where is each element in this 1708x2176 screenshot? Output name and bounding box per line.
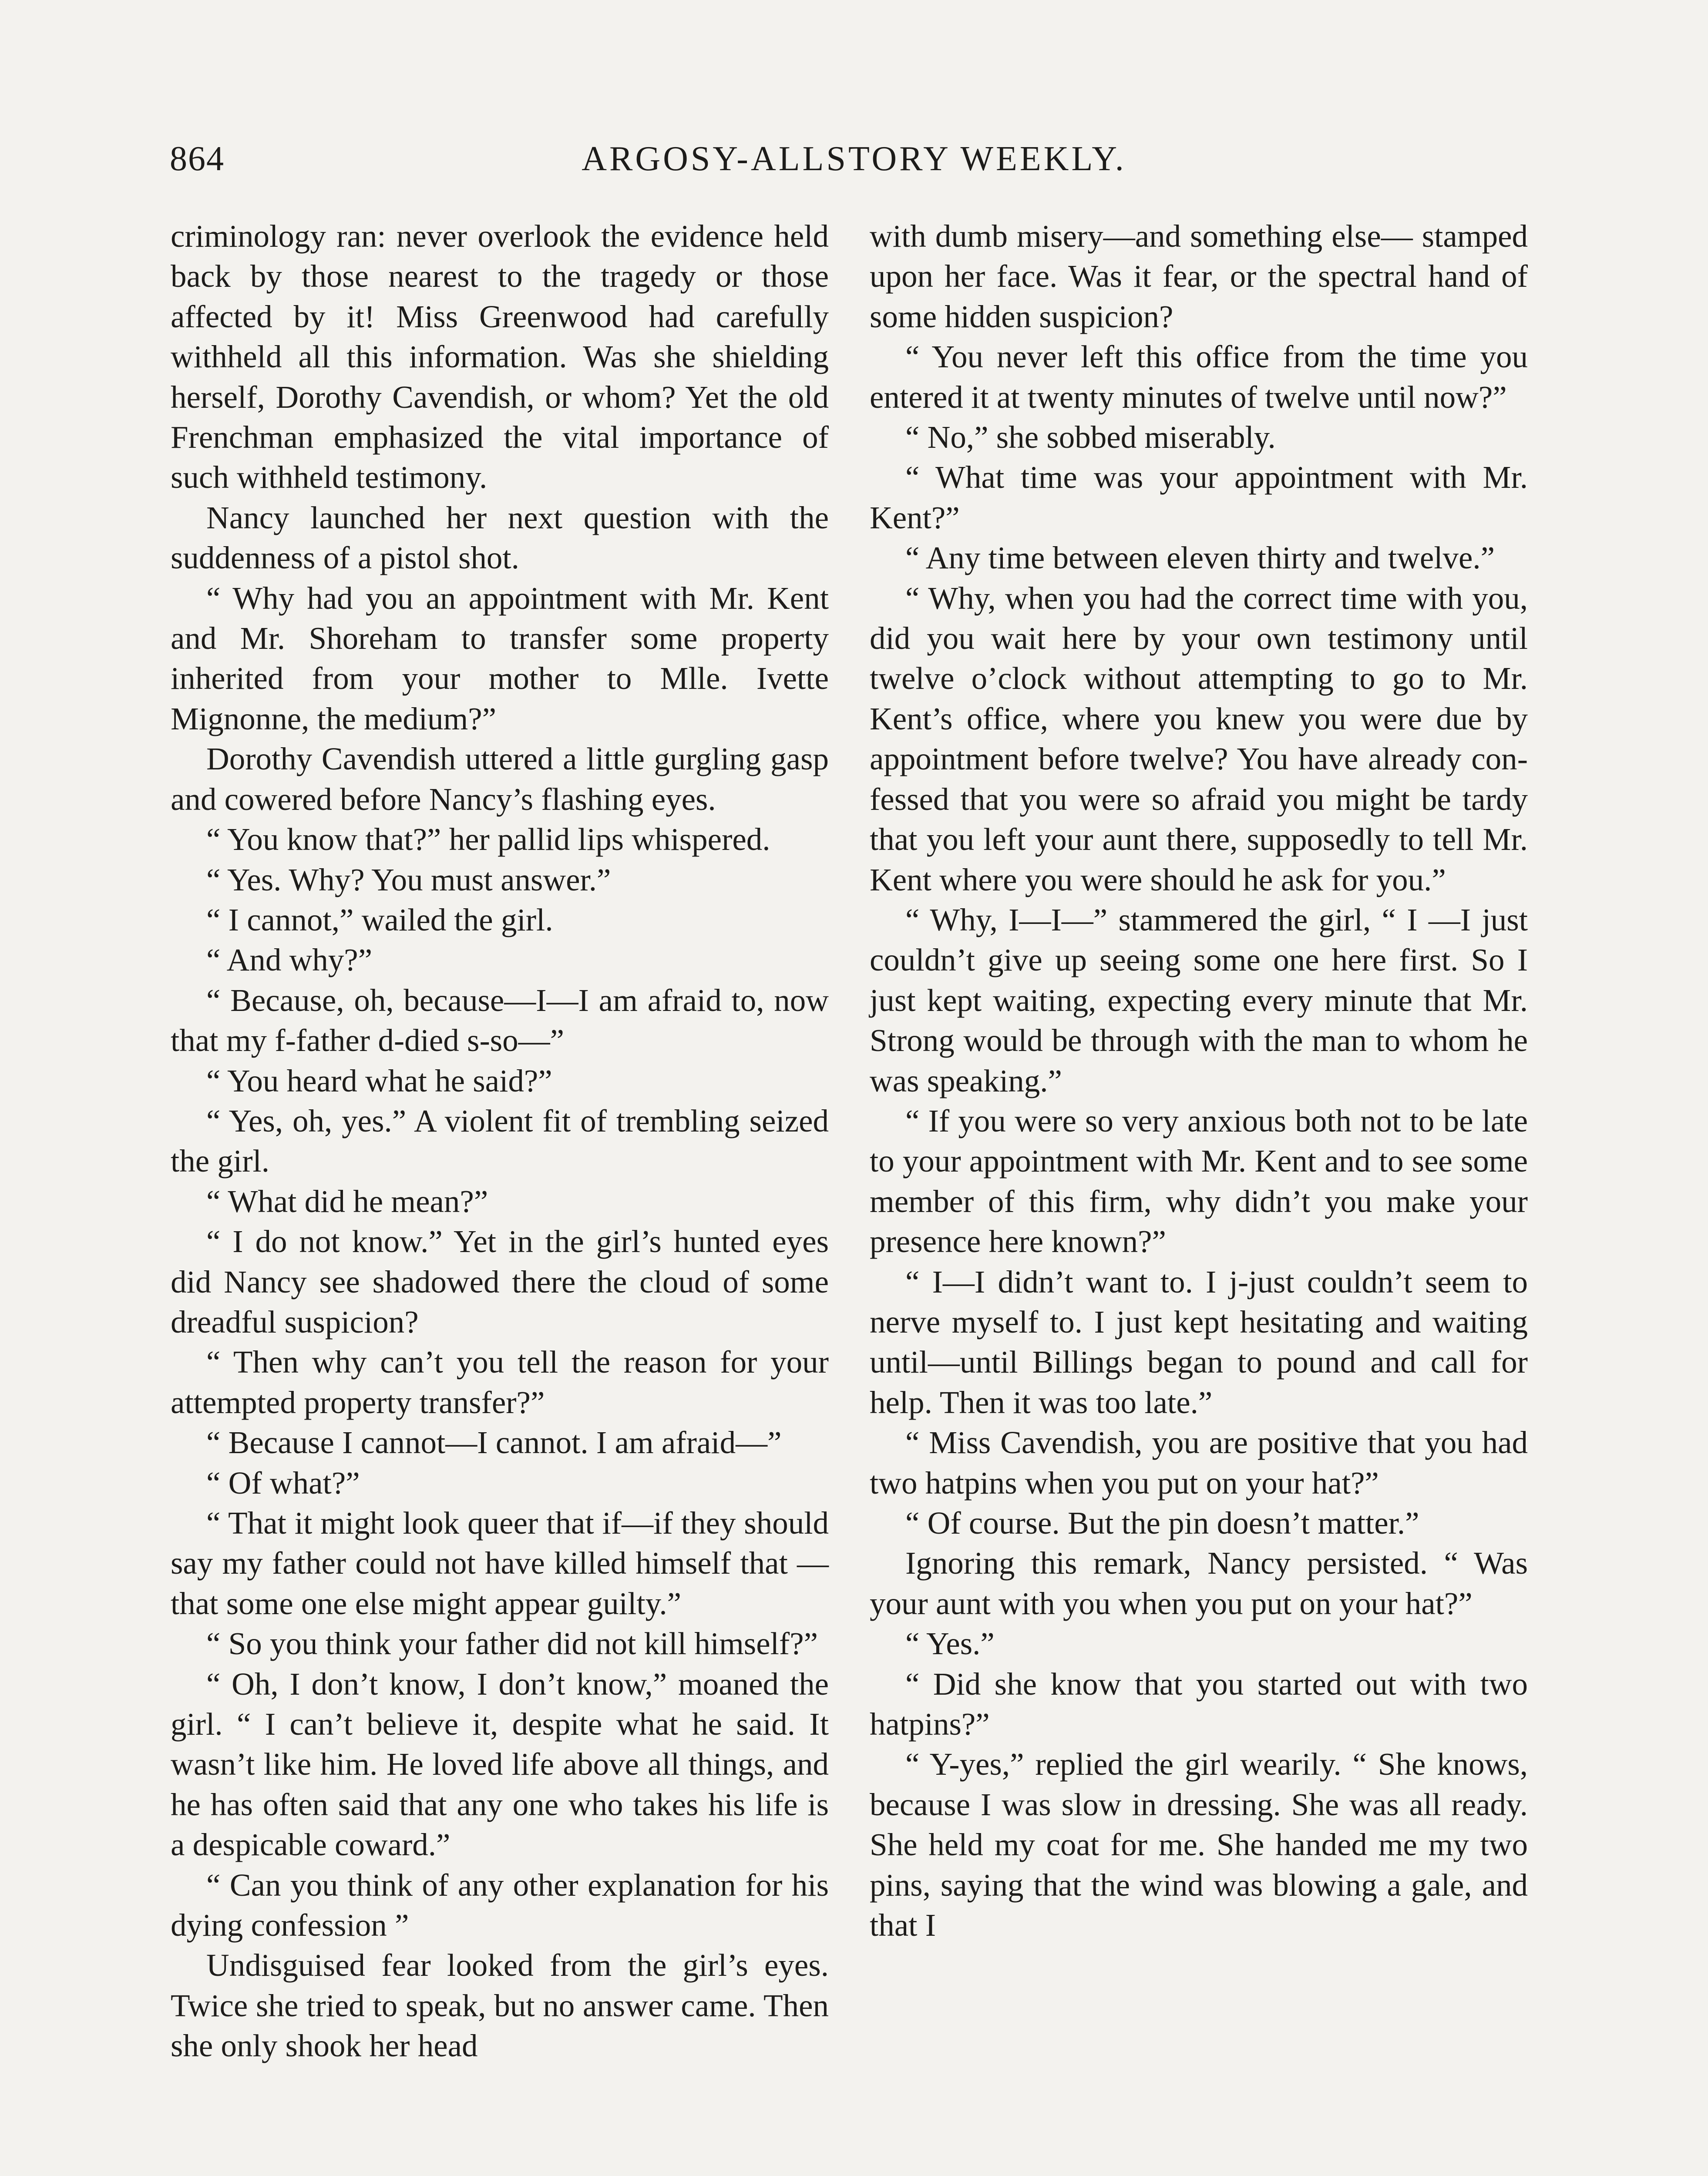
paragraph: “ So you think your father did not kill himself?” (206, 1626, 818, 1662)
paragraph: “ Why had you an appointment with Mr. Kent and Mr. Shoreham to transfer some property inherited from your mother to Mlle. Ivette Mignonne, the medium?” (171, 580, 829, 736)
paragraph: “ You know that?” her pallid lips whispered. (206, 822, 770, 857)
paragraph: “ I—I didn’t want to. I j-just couldn’t seem to nerve myself to. I just kept hesitating and waiting until—until Billings began to pound and call for help. Then it was too late.” (870, 1264, 1528, 1420)
paragraph: “ No,” she sobbed miserably. (905, 420, 1276, 455)
paragraph: “ Can you think of any other explanation for his dying confession ” (171, 1867, 829, 1943)
paragraph: “ You heard what he said?” (206, 1063, 552, 1098)
paragraph: Dorothy Cavendish uttered a little gurgling gasp and cowered before Nancy’s flashing eyes. (171, 741, 829, 817)
paragraph: “ What time was your appointment with Mr. Kent?” (870, 460, 1528, 535)
paragraph: Ignoring this remark, Nancy persisted. “ Was your aunt with you when you put on your hat?” (870, 1545, 1528, 1621)
paragraph: “ Oh, I don’t know, I don’t know,” moaned the girl. “ I can’t believe it, despite what he said. It wasn’t like him. He loved life above all things, and he has often said that any one who takes his life is a despicable coward.” (171, 1666, 829, 1863)
paragraph: “ Of what?” (206, 1465, 360, 1501)
paragraph: “ Yes. Why? You must answer.” (206, 862, 611, 897)
paragraph: criminology ran: never overlook the evidence held back by those nearest to the tragedy or those affected by it! Miss Greenwood had carefully withheld all this information. Was she shielding herself, Dorothy Cavendish, or whom? Yet the old Frenchman emphasized the vital importance of such withheld testimony. (171, 218, 829, 495)
paragraph: “ Miss Cavendish, you are positive that you had two hatpins when you put on your hat?” (870, 1425, 1528, 1501)
paragraph: “ Did she know that you started out with two hatpins?” (870, 1666, 1528, 1742)
paragraph: “ Why, when you had the correct time with you, did you wait here by your own testimony until twelve o’clock without attempting to go to Mr. Kent’s office, where you knew you were due by appointment before twelve? You have already confessed that you were so afraid you might be tardy that you left your aunt there, supposedly to tell Mr. Kent where you were should he ask for you.” (870, 580, 1528, 897)
paragraph: Undisguised fear looked from the girl’s eyes. Twice she tried to speak, but no answer came. Then she only shook her head (171, 1948, 829, 2064)
paragraph: “ Because I cannot—I cannot. I am afraid—” (206, 1425, 782, 1461)
page-number: 864 (170, 140, 225, 178)
paragraph: “ I do not know.” Yet in the girl’s hunted eyes did Nancy see shadowed there the cloud of some dreadful suspicion? (171, 1224, 829, 1340)
right-column (870, 216, 1528, 1945)
left-column (171, 216, 829, 2066)
paragraph: “ I cannot,” wailed the girl. (206, 902, 553, 937)
paragraph: “ Because, oh, because—I—I am afraid to, now that my f-father d-died s-so—” (171, 982, 829, 1058)
paragraph: “ Then why can’t you tell the reason for your attempted property transfer?” (171, 1344, 829, 1420)
paragraph: “ Why, I—I—” stammered the girl, “ I —I just couldn’t give up seeing some one here first. So I just kept waiting, expecting every minute that Mr. Strong would be through with the man to whom he was speaking.” (870, 902, 1528, 1098)
paragraph: “ You never left this office from the time you entered it at twenty minutes of twelve until now?” (870, 339, 1528, 415)
paragraph: “ And why?” (206, 942, 373, 978)
paragraph: “ Y-yes,” replied the girl wearily. “ She knows, because I was slow in dressing. She was all ready. She held my coat for me. She handed me my two pins, saying that the wind was blowing a gale, and that I (870, 1746, 1528, 1943)
running-head: ARGOSY-ALLSTORY WEEKLY. (582, 140, 1126, 178)
paragraph: with dumb misery—and something else— stamped upon her face. Was it fear, or the spectral hand of some hidden suspicion? (870, 218, 1528, 334)
paragraph: “ Yes, oh, yes.” A violent fit of trembling seized the girl. (171, 1103, 829, 1179)
paragraph: “ Yes.” (905, 1626, 995, 1662)
paragraph: “ That it might look queer that if—if they should say my father could not have killed himself that — that some one else might appear guilty.” (171, 1505, 829, 1621)
paragraph: Nancy launched her next question with the suddenness of a pistol shot. (171, 500, 829, 576)
paragraph: “ Of course. But the pin doesn’t matter.” (905, 1505, 1419, 1541)
paragraph: “ Any time between eleven thirty and twelve.” (905, 540, 1495, 576)
paragraph: “ What did he mean?” (206, 1183, 488, 1219)
paragraph: “ If you were so very anxious both not to be late to your appointment with Mr. Kent and to see some member of this firm, why didn’t you make your presence here known?” (870, 1103, 1528, 1259)
